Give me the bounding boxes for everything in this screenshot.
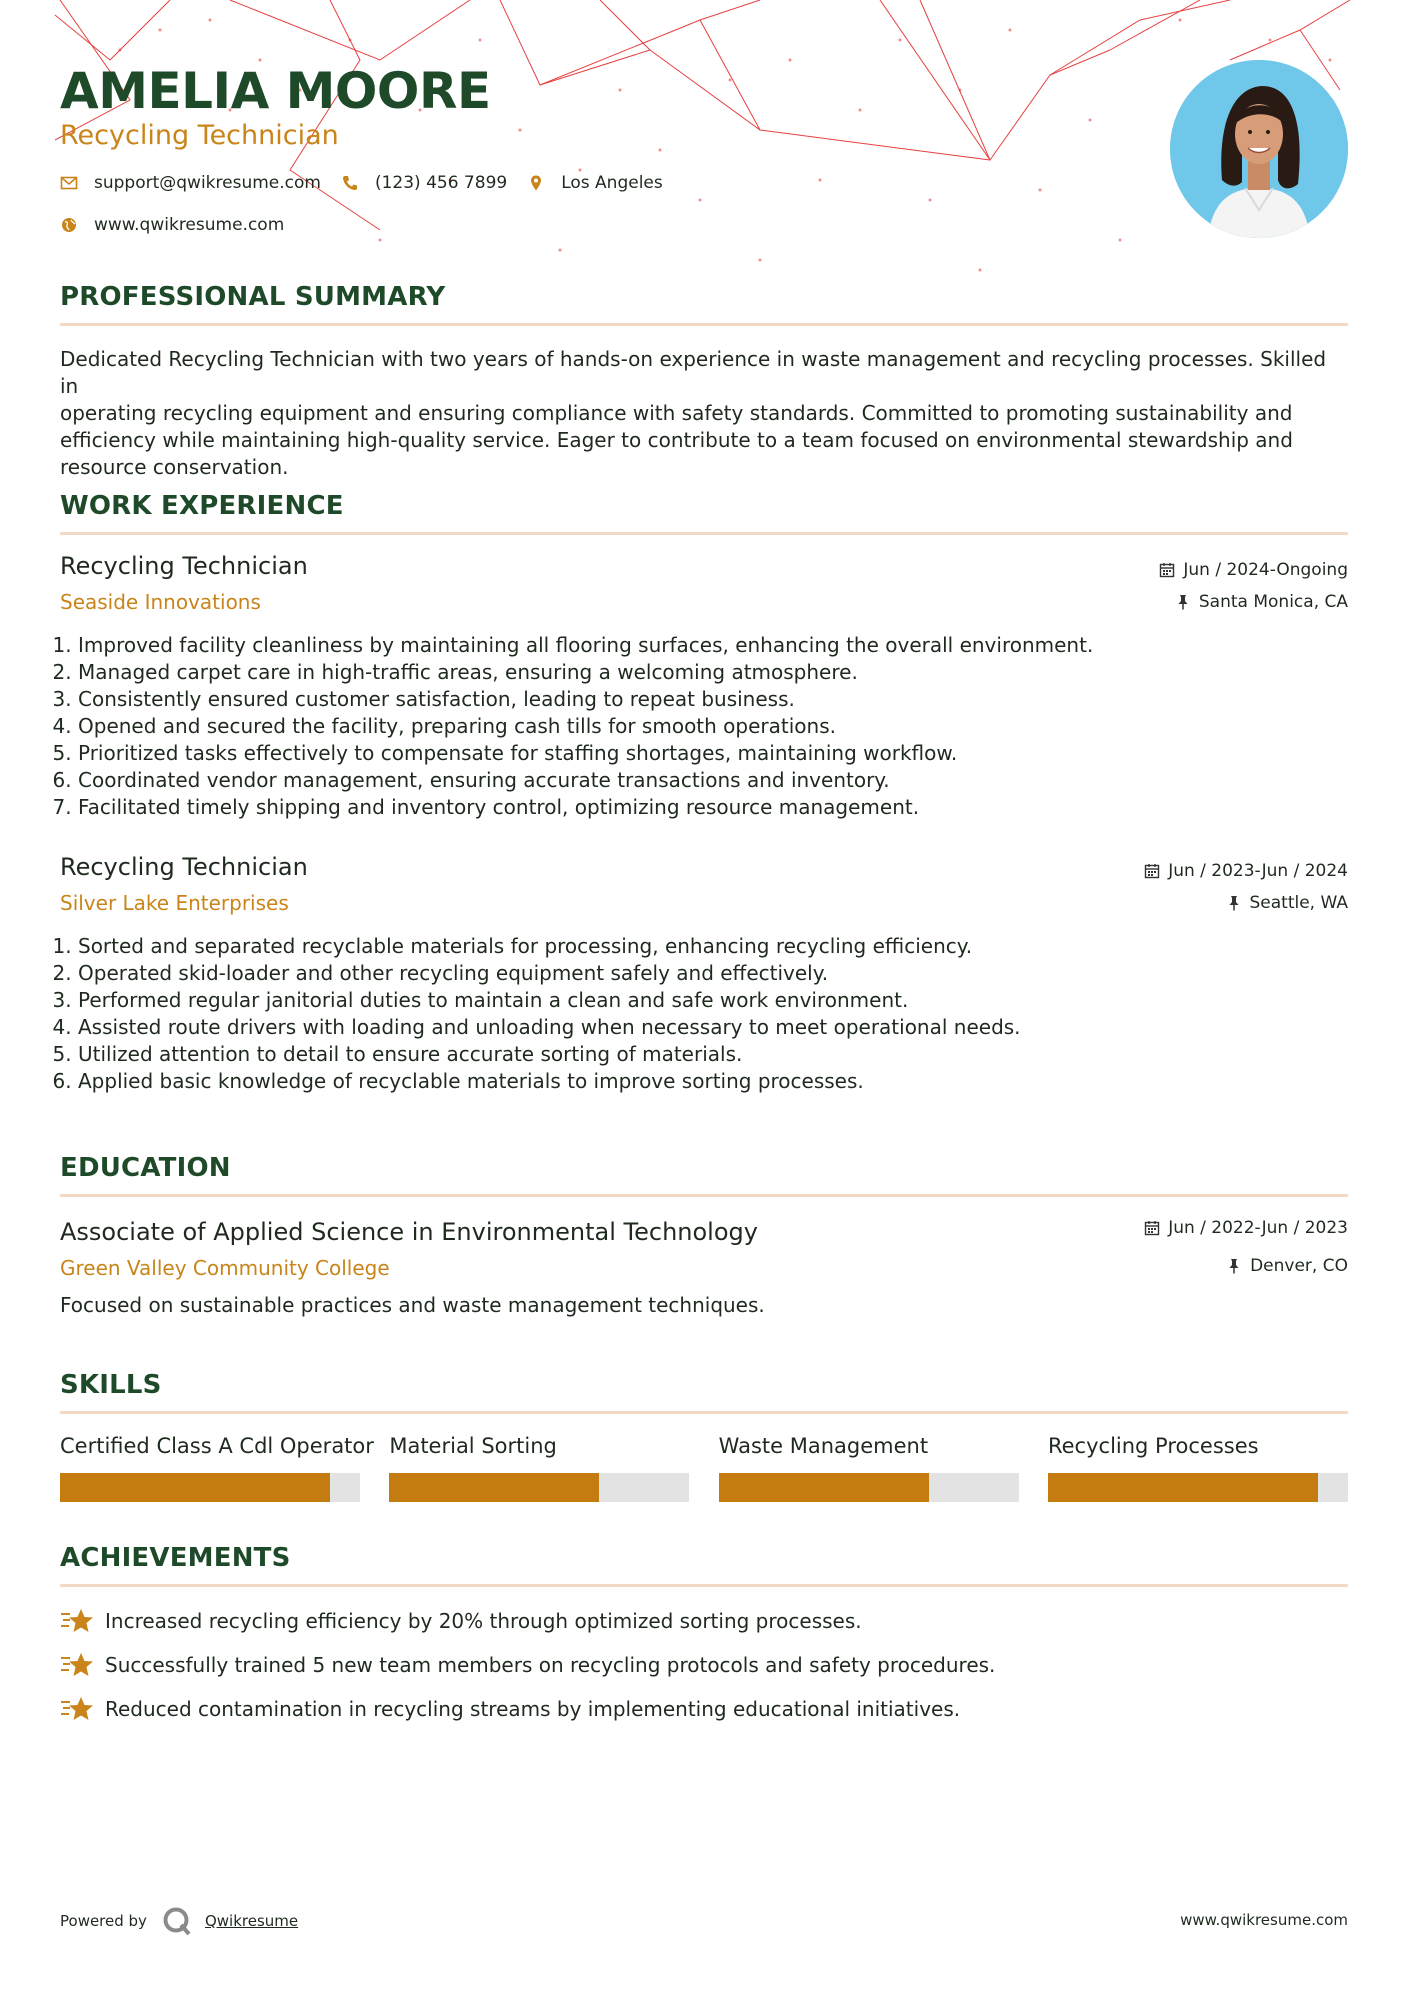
calendar-icon (1144, 863, 1160, 879)
contact-phone[interactable] (341, 173, 507, 193)
job-bullet: 2. Operated skid-loader and other recycling equipment safely and effectively. (78, 960, 1348, 987)
achievement-text: Increased recycling efficiency by 20% through optimized sorting processes. (105, 1609, 862, 1633)
section-divider (60, 532, 1348, 535)
skill-item (389, 1434, 689, 1502)
skill-level-fill (1048, 1473, 1318, 1502)
email-text: support@qwikresume.com (94, 173, 321, 193)
job-bullet: 4. Assisted route drivers with loading and unloading when necessary to meet operational needs. (78, 1014, 1348, 1041)
section-divider (60, 1411, 1348, 1414)
achievement-item (60, 1643, 1348, 1687)
job-bullet: 5. Prioritized tasks effectively to compensate for staffing shortages, maintaining workflow. (78, 740, 1348, 767)
skills-heading: SKILLS (60, 1370, 162, 1400)
job-dates (1144, 861, 1348, 881)
achievement-item (60, 1687, 1348, 1731)
job-bullet: 6. Applied basic knowledge of recyclable materials to improve sorting processes. (78, 1068, 1348, 1095)
location-text: Los Angeles (561, 173, 663, 193)
achievements-section (60, 1543, 1348, 1731)
achievement-text: Successfully trained 5 new team members on recycling protocols and safety procedures. (105, 1653, 996, 1677)
pushpin-icon (1226, 1258, 1242, 1274)
skill-level-bar (389, 1473, 689, 1502)
section-divider (60, 1584, 1348, 1587)
achievements-list (60, 1599, 1348, 1731)
summary-section (60, 282, 1348, 481)
contact-email[interactable] (60, 173, 321, 193)
footer (60, 1897, 1348, 1933)
star-badge-icon (60, 1694, 94, 1724)
education-dates-text: Jun / 2022-Jun / 2023 (1168, 1218, 1348, 1238)
job-bullet: 1. Sorted and separated recyclable materials for processing, enhancing recycling efficiency. (78, 933, 1348, 960)
skills-section (60, 1370, 1348, 1502)
summary-line: operating recycling equipment and ensuring compliance with safety standards. Committed to promoting sustainability and (60, 401, 1293, 425)
candidate-name: AMELIA MOORE (60, 62, 491, 120)
globe-icon (60, 216, 78, 234)
skill-item (1048, 1434, 1348, 1502)
skill-item (719, 1434, 1019, 1502)
skill-level-fill (719, 1473, 929, 1502)
skills-list (60, 1434, 1348, 1502)
section-divider (60, 1194, 1348, 1197)
summary-line: resource conservation. (60, 455, 289, 479)
achievements-heading: ACHIEVEMENTS (60, 1543, 291, 1573)
skill-name: Waste Management (718, 1434, 929, 1458)
map-pin-icon (527, 174, 545, 192)
job-bullet: 4. Opened and secured the facility, preparing cash tills for smooth operations. (78, 713, 1348, 740)
job-bullet: 3. Performed regular janitorial duties to maintain a clean and safe work environment. (78, 987, 1348, 1014)
job-bullet: 1. Improved facility cleanliness by maintaining all flooring surfaces, enhancing the overall environment. (78, 632, 1348, 659)
job-company: Seaside Innovations (60, 590, 261, 614)
website-text: www.qwikresume.com (94, 215, 285, 235)
education-description: Focused on sustainable practices and waste management techniques. (60, 1293, 765, 1317)
skill-level-bar (1048, 1473, 1348, 1502)
education-dates (1144, 1218, 1348, 1238)
achievement-text: Reduced contamination in recycling streams by implementing educational initiatives. (105, 1697, 961, 1721)
education-heading: EDUCATION (60, 1153, 231, 1183)
summary-text (60, 346, 1348, 481)
profile-photo (1170, 60, 1348, 238)
skill-name: Recycling Processes (1047, 1434, 1259, 1458)
job-title: Recycling Technician (60, 853, 308, 881)
skill-level-fill (389, 1473, 599, 1502)
education-location (1226, 1256, 1348, 1276)
job-entry (60, 853, 1348, 1095)
summary-line: Dedicated Recycling Technician with two years of hands-on experience in waste management and recycling processes. Skilled in (60, 347, 1327, 398)
candidate-title: Recycling Technician (60, 120, 339, 151)
skill-name: Material Sorting (389, 1434, 557, 1458)
calendar-icon (1159, 562, 1175, 578)
job-location-text: Santa Monica, CA (1198, 592, 1348, 612)
calendar-icon (1144, 1220, 1160, 1236)
experience-heading: WORK EXPERIENCE (60, 491, 344, 521)
education-location-text: Denver, CO (1250, 1256, 1348, 1276)
powered-by-label: Powered by (60, 1912, 147, 1930)
job-bullet: 2. Managed carpet care in high-traffic areas, ensuring a welcoming atmosphere. (78, 659, 1348, 686)
job-bullet: 3. Consistently ensured customer satisfaction, leading to repeat business. (78, 686, 1348, 713)
star-badge-icon (60, 1650, 94, 1680)
star-badge-icon (60, 1606, 94, 1636)
contact-row (60, 173, 683, 193)
school-name: Green Valley Community College (60, 1256, 390, 1280)
job-bullet: 6. Coordinated vendor management, ensuring accurate transactions and inventory. (78, 767, 1348, 794)
education-entry (60, 1218, 1348, 1319)
achievement-item (60, 1599, 1348, 1643)
experience-section (60, 491, 1348, 535)
skill-level-bar (60, 1473, 360, 1502)
job-bullet: 5. Utilized attention to detail to ensure accurate sorting of materials. (78, 1041, 1348, 1068)
skill-level-fill (60, 1473, 330, 1502)
education-section (60, 1153, 1348, 1197)
job-bullets (60, 933, 1348, 1095)
contact-location (527, 173, 663, 193)
section-divider (60, 323, 1348, 326)
website-row (60, 215, 304, 235)
job-title: Recycling Technician (60, 552, 308, 580)
envelope-icon (60, 174, 78, 192)
phone-icon (341, 174, 359, 192)
footer-website-link[interactable]: www.qwikresume.com (1180, 1911, 1348, 1929)
job-company: Silver Lake Enterprises (60, 891, 289, 915)
skill-name: Certified Class A Cdl Operator (60, 1434, 374, 1458)
summary-line: efficiency while maintaining high-quality service. Eager to contribute to a team focused on environmental stewardship and (60, 428, 1293, 452)
skill-level-bar (719, 1473, 1019, 1502)
job-dates-text: Jun / 2023-Jun / 2024 (1168, 861, 1348, 881)
phone-text: (123) 456 7899 (374, 173, 508, 193)
job-location (1226, 893, 1349, 913)
powered-by (60, 1905, 298, 1937)
pushpin-icon (1175, 594, 1191, 610)
job-dates (1159, 560, 1348, 580)
qwikresume-link[interactable]: Qwikresume (204, 1912, 299, 1930)
degree-title: Associate of Applied Science in Environmental Technology (60, 1218, 758, 1246)
job-entry (60, 552, 1348, 821)
pushpin-icon (1226, 895, 1242, 911)
job-bullets (60, 632, 1348, 821)
contact-website[interactable] (60, 215, 284, 235)
skill-item (60, 1434, 374, 1502)
job-location-text: Seattle, WA (1249, 893, 1348, 913)
job-dates-text: Jun / 2024-Ongoing (1183, 560, 1348, 580)
job-location (1175, 592, 1348, 612)
qwikresume-logo-icon (161, 1905, 193, 1937)
job-bullet: 7. Facilitated timely shipping and inventory control, optimizing resource management. (78, 794, 1348, 821)
summary-heading: PROFESSIONAL SUMMARY (60, 282, 446, 312)
